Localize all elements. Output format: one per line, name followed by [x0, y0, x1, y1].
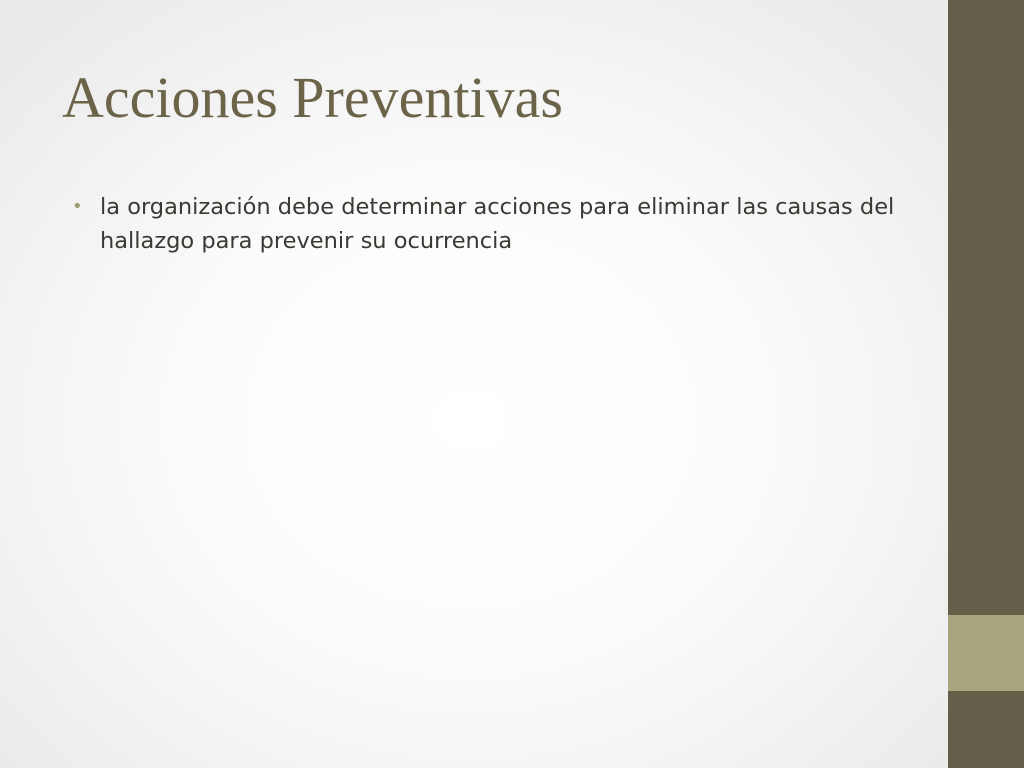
bullet-item	[72, 190, 902, 258]
sidebar-decoration-light	[948, 615, 1024, 691]
bullet-text: la organización debe determinar acciones para eliminar las causas del hallazgo para prevenir su ocurrencia	[100, 194, 895, 254]
bullet-icon: •	[72, 196, 83, 217]
slide-title: Acciones Preventivas	[62, 65, 563, 130]
bullet-list	[72, 190, 902, 258]
